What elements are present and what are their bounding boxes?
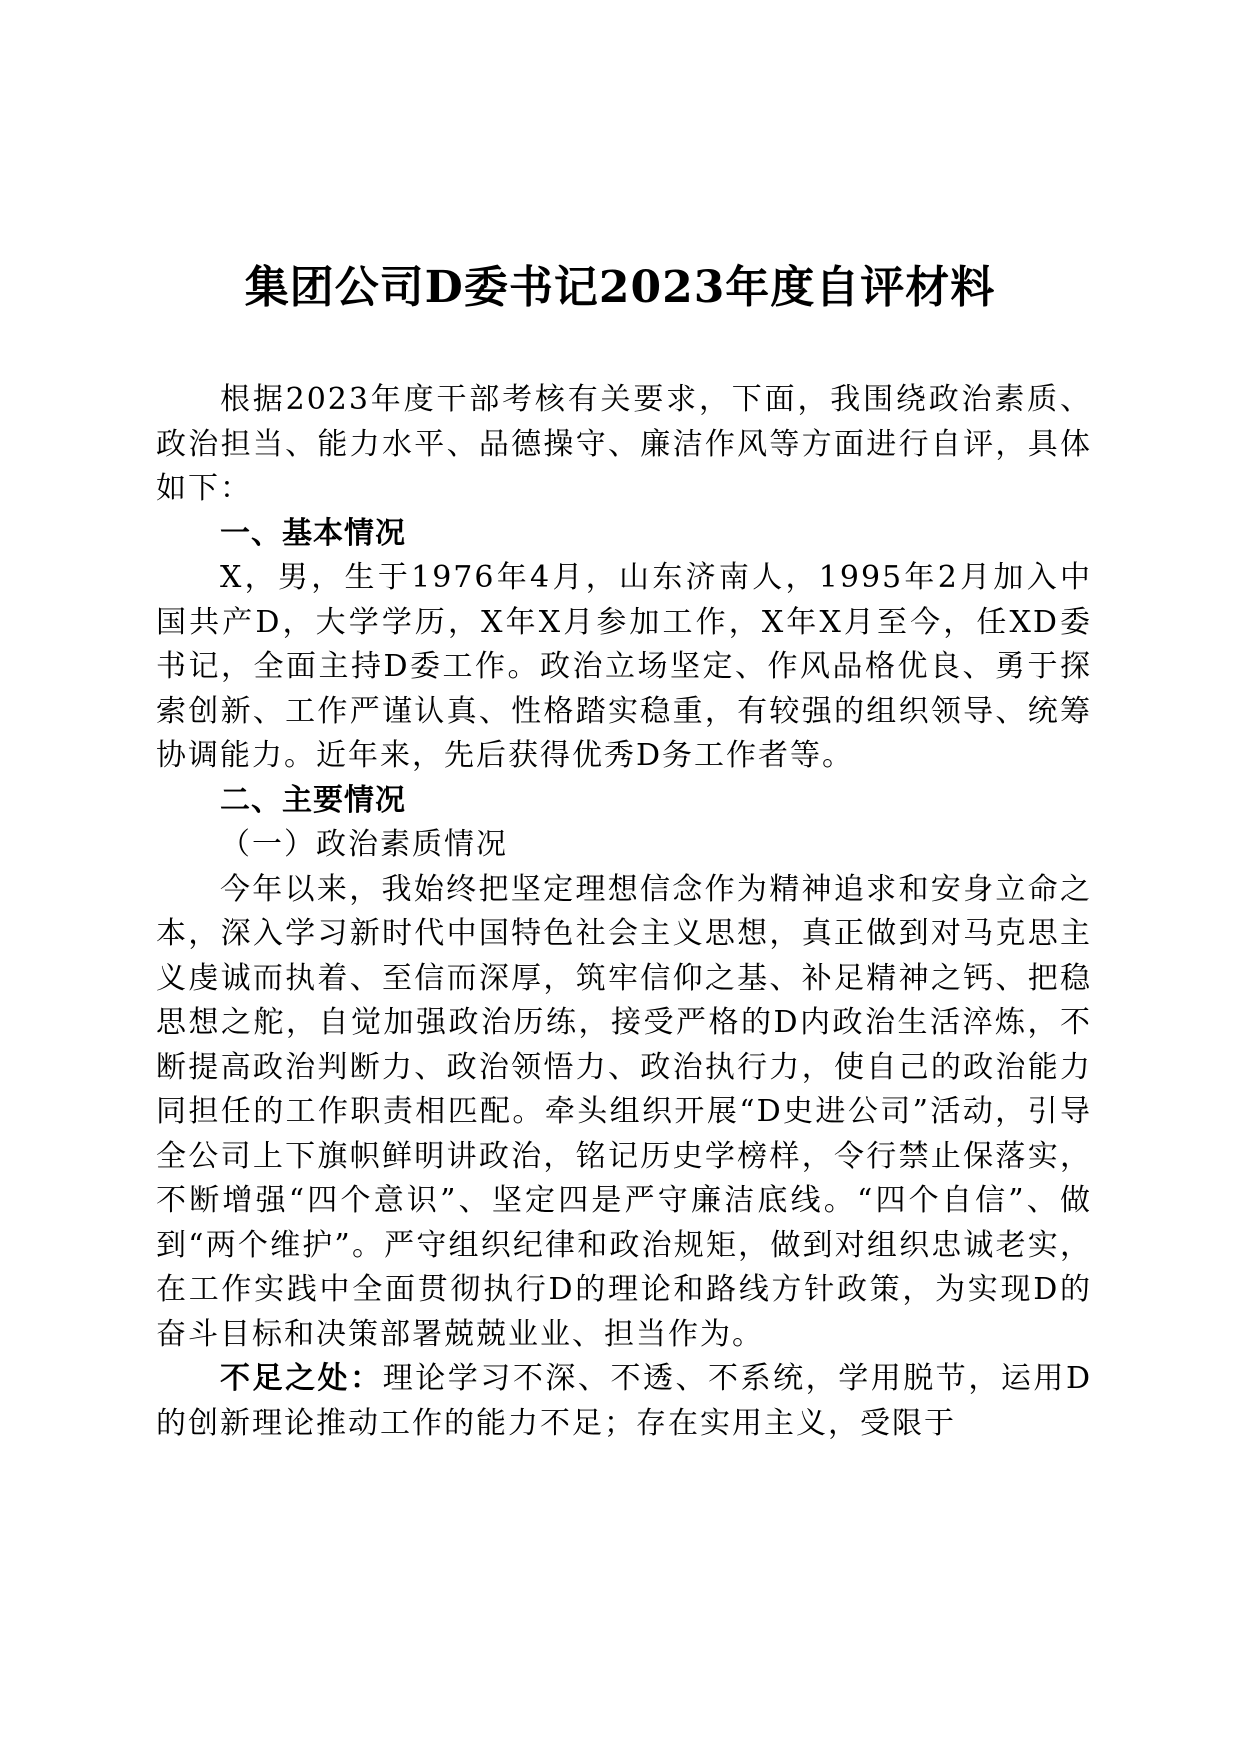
section-heading-main: 二、主要情况: [220, 782, 406, 818]
document-title: 集团公司D委书记2023年度自评材料: [244, 262, 996, 313]
section-heading-basic: 一、基本情况: [220, 515, 406, 551]
basic-info-paragraph: X，男，生于1976年4月，山东济南人，1995年2月加入中国共产D，大学学历，X年X月参加工作，X年X月至今，任XD委书记，全面主持D委工作。政治立场坚定、作风品格优良、勇于探索创新、工作严谨认真、性格踏实稳重，有较强的组织领导、统筹协调能力。近年来，先后获得优秀D务工作者等。: [156, 560, 1092, 773]
document-body: [156, 378, 1092, 1446]
shortcoming-paragraph: [156, 1357, 1092, 1446]
shortcoming-text: 理论学习不深、不透、不系统，学用脱节，运用D的创新理论推动工作的能力不足；存在实用主义，受限于: [156, 1361, 1092, 1441]
subsection-heading-political: （一）政治素质情况: [220, 827, 508, 862]
political-quality-paragraph: 今年以来，我始终把坚定理想信念作为精神追求和安身立命之本，深入学习新时代中国特色社会主义思想，真正做到对马克思主义虔诚而执着、至信而深厚，筑牢信仰之基、补足精神之钙、把稳思想之舵，自觉加强政治历练，接受严格的D内政治生活淬炼，不断提高政治判断力、政治领悟力、政治执行力，使自己的政治能力同担任的工作职责相匹配。牵头组织开展“D史进公司”活动，引导全公司上下旗帜鲜明讲政治，铭记历史学榜样，令行禁止保落实，不断增强“四个意识”、坚定四是严守廉洁底线。“四个自信”、做到“两个维护”。严守组织纪律和政治规矩，做到对组织忠诚老实，在工作实践中全面贯彻执行D的理论和路线方针政策，为实现D的奋斗目标和决策部署兢兢业业、担当作为。: [156, 871, 1092, 1352]
shortcoming-label: 不足之处：: [220, 1361, 383, 1396]
intro-paragraph: 根据2023年度干部考核有关要求，下面，我围绕政治素质、政治担当、能力水平、品德操守、廉洁作风等方面进行自评，具体如下：: [156, 382, 1092, 506]
